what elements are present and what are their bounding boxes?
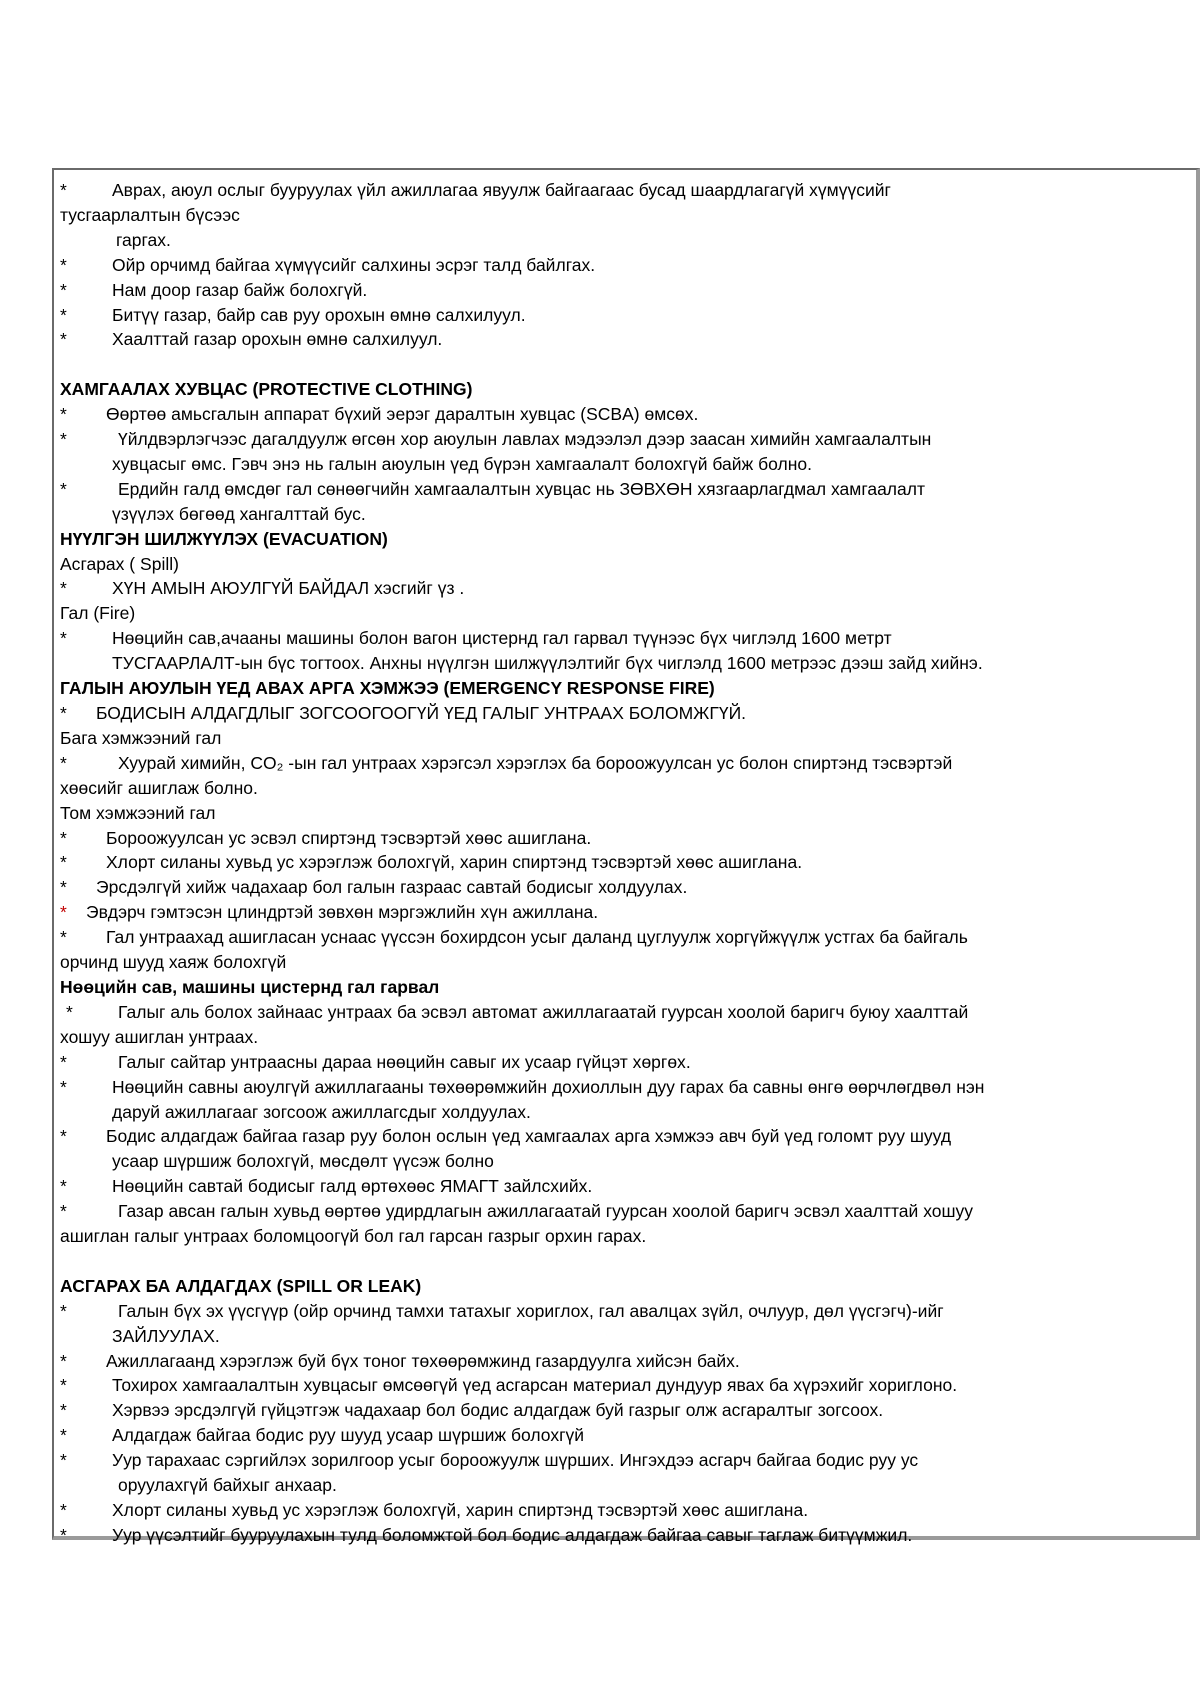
bullet-text: Ердийн галд өмсдөг гал сөнөөгчийн хамгаалалтын хувцас нь ЗӨВХӨН хязгаарлагдмал хамгаалалт — [118, 478, 926, 499]
bullet-line — [60, 826, 1190, 851]
section-heading: ХАМГААЛАХ ХУВЦАС (PROTECTIVE CLOTHING) — [60, 379, 473, 400]
blank-line — [60, 352, 1190, 377]
bullet-star: * — [60, 1500, 67, 1520]
bullet-star: * — [60, 877, 67, 898]
bullet-line — [60, 850, 1190, 875]
bullet-text: Тохирох хамгаалалтын хувцасыг өмсөөгүй үед асгарсан материал дундуур явах ба хүрэхийг хориглоно. — [112, 1375, 958, 1396]
continuation-line: үзүүлэх бөгөөд хангалттай бус. — [112, 503, 366, 524]
text-line: ашиглан галыг унтраах боломцоогүй бол гал гарсан газрыг орхин гарах. — [60, 1226, 647, 1247]
bullet-text: Уур үүсэлтийг бууруулахын тулд боломжтой бол бодис алдагдаж байгаа савыг таглаж битүүмжил. — [112, 1524, 913, 1545]
bullet-text: Хлорт силаны хувьд ус хэрэглэж болохгүй, харин спиртэнд тэсвэртэй хөөс ашиглана. — [106, 852, 803, 873]
bullet-line — [60, 900, 1190, 925]
bullet-line — [60, 427, 1190, 452]
bullet-star: * — [60, 304, 67, 325]
bullet-line — [60, 1124, 1190, 1149]
bullet-text: Нөөцийн савтай бодисыг галд өртөхөөс ЯМАГТ зайлсхийх. — [112, 1176, 593, 1197]
bullet-text: Газар авсан галын хувьд өөртөө удирдлагын ажиллагаатай гуурсан хоолой баригч эсвэл хаалттай хошуу — [118, 1201, 974, 1222]
bullet-star: * — [60, 1350, 67, 1371]
bullet-line — [60, 1398, 1190, 1423]
bullet-text: Нөөцийн сав,ачааны машины болон вагон цистернд гал гарвал түүнээс бүх чиглэлд 1600 метрт — [112, 628, 892, 649]
bullet-line — [60, 1174, 1190, 1199]
bullet-star: * — [60, 1400, 67, 1421]
bullet-text: Аврах, аюул ослыг бууруулах үйл ажиллагаа явуулж байгаагаас бусад шаардлагагүй хүмүүсийг — [112, 180, 891, 200]
bullet-text: Ойр орчимд байгаа хүмүүсийг салхины эсрэг талд байлгах. — [112, 254, 596, 275]
text-line: тусгаарлалтын бүсээс — [60, 204, 240, 225]
continuation-line: ТУСГААРЛАЛТ-ын бүс тогтоох. Анхны нүүлгэн шилжүүлэлтийг бүх чиглэлд 1600 метрээс дээш зайд хийнэ. — [112, 653, 983, 674]
bullet-text: Эвдэрч гэмтэсэн цлиндртэй зөвхөн мэргэжлийн хүн ажиллана. — [86, 902, 599, 923]
bullet-line — [60, 327, 1190, 352]
bullet-star: * — [60, 827, 67, 848]
bullet-line — [60, 751, 1190, 776]
bullet-star: * — [60, 254, 67, 275]
bullet-text: Хаалттай газар орохын өмнө салхилуул. — [112, 329, 443, 350]
bullet-line — [60, 1000, 1190, 1025]
continuation-line: усаар шүршиж болохгүй, мөсдөлт үүсэж болно — [112, 1151, 494, 1172]
bullet-star: * — [60, 1201, 67, 1222]
bullet-star: * — [60, 429, 67, 450]
bullet-line — [60, 1199, 1190, 1224]
bullet-star: * — [60, 1126, 67, 1147]
continuation-line: ЗАЙЛУУЛАХ. — [112, 1325, 220, 1346]
bullet-text: ХҮН АМЫН АЮУЛГҮЙ БАЙДАЛ хэсгийг үз . — [112, 578, 465, 599]
bullet-text: Галыг сайтар унтраасны дараа нөөцийн савыг их усаар гүйцэт хөргөх. — [118, 1051, 691, 1072]
bullet-text: Хлорт силаны хувьд ус хэрэглэж болохгүй, харин спиртэнд тэсвэртэй хөөс ашиглана. — [112, 1500, 809, 1520]
bullet-line — [60, 477, 1190, 502]
bullet-line — [60, 253, 1190, 278]
bullet-text: Бодис алдагдаж байгаа газар руу болон ослын үед хамгаалах арга хэмжээ авч буй үед голомт руу шууд — [106, 1126, 952, 1147]
text-line: Гал (Fire) — [60, 603, 136, 624]
bullet-star: * — [60, 478, 67, 499]
document-frame — [52, 168, 1200, 1545]
section-heading: ГАЛЫН АЮУЛЫН ҮЕД АВАХ АРГА ХЭМЖЭЭ (EMERGENCY RESPONSE FIRE) — [60, 678, 715, 699]
bullet-star: * — [66, 1001, 73, 1022]
text-line: Том хэмжээний гал — [60, 802, 216, 823]
bullet-line — [60, 303, 1190, 328]
bullet-star: * — [60, 1524, 67, 1545]
bullet-text: Алдагдаж байгаа бодис руу шууд усаар шүршиж болохгүй — [112, 1425, 585, 1446]
bullet-star: * — [60, 1051, 67, 1072]
bullet-star: * — [60, 628, 67, 649]
bullet-star: * — [60, 180, 67, 200]
bullet-line — [60, 278, 1190, 303]
bullet-star: * — [60, 1176, 67, 1197]
bullet-line — [60, 626, 1190, 651]
bullet-line — [60, 1373, 1190, 1398]
continuation-line: даруй ажиллагааг зогсоож ажиллагсдыг холдуулах. — [112, 1101, 531, 1122]
continuation-line: хувцасыг өмс. Гэвч энэ нь галын аюулын үед бүрэн хамгаалалт болохгүй байж болно. — [112, 453, 812, 474]
text-line: хөөсийг ашиглаж болно. — [60, 777, 258, 798]
text-line: Асгарах ( Spill) — [60, 553, 179, 574]
bullet-text: Гал унтраахад ашигласан уснаас үүссэн бохирдсон усыг даланд цуглуулж хоргүйжүүлж устгах ба байгаль — [106, 927, 968, 948]
section-heading: Нөөцийн сав, машины цистернд гал гарвал — [60, 976, 440, 997]
text-line: орчинд шууд хаяж болохгүй — [60, 952, 287, 973]
bullet-line — [60, 1498, 1190, 1523]
bullet-line — [60, 875, 1190, 900]
bullet-line — [60, 178, 1190, 203]
bullet-text: Бороожуулсан ус эсвэл спиртэнд тэсвэртэй хөөс ашиглана. — [106, 827, 592, 848]
bullet-text: Нөөцийн савны аюулгүй ажиллагааны төхөөрөмжийн дохиоллын дуу гарах ба савны өнгө өөрчлөгдвөл нэн — [112, 1076, 985, 1097]
continuation-line: гаргах. — [116, 229, 171, 250]
bullet-star: * — [60, 752, 67, 773]
text-line: Бага хэмжээний гал — [60, 727, 222, 748]
section-heading: НҮҮЛГЭН ШИЛЖҮҮЛЭХ (EVACUATION) — [60, 528, 388, 549]
bullet-text: Уур тарахаас сэргийлэх зорилгоор усыг бороожуулж шүрших. Ингэхдээ асгарч байгаа бодис руу ус — [112, 1450, 919, 1471]
blank-line — [60, 1249, 1190, 1274]
bullet-text: Хуурай химийн, CO₂ -ын гал унтраах хэрэгсэл хэрэглэх ба бороожуулсан ус болон спиртэнд тэсвэртэй — [118, 752, 953, 773]
bullet-star: * — [60, 1375, 67, 1396]
bullet-star: * — [60, 404, 67, 425]
bullet-star: * — [60, 578, 67, 599]
bullet-text: Ажиллагаанд хэрэглэж буй бүх тоног төхөөрөмжинд газардуулга хийсэн байх. — [106, 1350, 740, 1371]
bullet-line — [60, 1299, 1190, 1324]
bullet-star: * — [60, 927, 67, 948]
continuation-line: оруулахгүй байхыг анхаар. — [118, 1475, 337, 1496]
bullet-star: * — [60, 329, 67, 350]
bullet-text: БОДИСЫН АЛДАГДЛЫГ ЗОГСООГООГҮЙ ҮЕД ГАЛЫГ УНТРААХ БОЛОМЖГҮЙ. — [96, 703, 747, 724]
bullet-text: Галын бүх эх үүсгүүр (ойр орчинд тамхи татахыг хориглох, гал авалцах зүйл, очлуур, дөл үүсгэгч)-ийг — [118, 1300, 944, 1321]
bullet-line — [60, 1349, 1190, 1374]
bullet-text: Үйлдвэрлэгчээс дагалдуулж өгсөн хор аюулын лавлах мэдээлэл дээр заасан химийн хамгаалалтын — [118, 429, 932, 450]
bullet-star: * — [60, 902, 67, 923]
bullet-star: * — [60, 1076, 67, 1097]
section-heading: АСГАРАХ БА АЛДАГДАХ (SPILL OR LEAK) — [60, 1275, 422, 1296]
bullet-text: Эрсдэлгүй хийж чадахаар бол галын газраас савтай бодисыг холдуулах. — [96, 877, 688, 898]
bullet-star: * — [60, 1300, 67, 1321]
bullet-line — [60, 402, 1190, 427]
bullet-line — [60, 1523, 1190, 1548]
bullet-text: Битүү газар, байр сав руу орохын өмнө салхилуул. — [112, 304, 526, 325]
text-line: хошуу ашиглан унтраах. — [60, 1026, 259, 1047]
bullet-star: * — [60, 1425, 67, 1446]
bullet-text: Өөртөө амьсгалын аппарат бүхий эерэг даралтын хувцас (SCBA) өмсөх. — [106, 404, 699, 425]
bullet-line — [60, 1075, 1190, 1100]
bullet-star: * — [60, 703, 67, 724]
bullet-line — [60, 925, 1190, 950]
bullet-star: * — [60, 852, 67, 873]
bullet-line — [60, 1448, 1190, 1473]
bullet-text: Нам доор газар байж болохгүй. — [112, 279, 368, 300]
bullet-line — [60, 1423, 1190, 1448]
bullet-star: * — [60, 1450, 67, 1471]
bullet-text: Галыг аль болох зайнаас унтраах ба эсвэл автомат ажиллагаатай гуурсан хоолой баригч буюу хаалттай — [118, 1001, 969, 1022]
bullet-text: Хэрвээ эрсдэлгүй гүйцэтгэж чадахаар бол бодис алдагдаж буй газрыг олж асгаралтыг зогсоох. — [112, 1400, 884, 1421]
bullet-line — [60, 1050, 1190, 1075]
bullet-line — [60, 701, 1190, 726]
bullet-line — [60, 576, 1190, 601]
bullet-star: * — [60, 279, 67, 300]
